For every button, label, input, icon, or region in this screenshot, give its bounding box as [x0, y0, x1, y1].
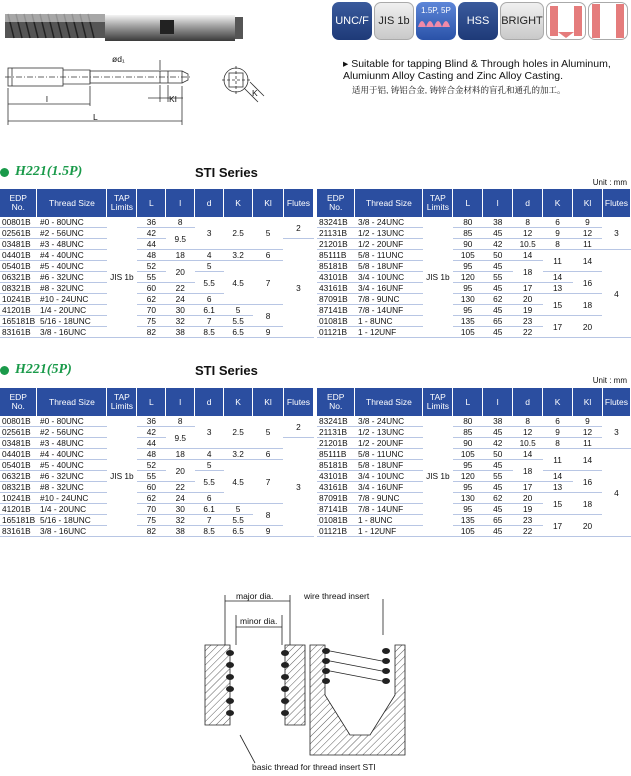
- col-K: K: [224, 388, 253, 416]
- table-row: 85111B 5/8 - 11UNC 105 50 14 11 14 4: [317, 449, 631, 460]
- spec-table-right-2: [317, 388, 631, 537]
- col-thread-size: Thread Size: [355, 189, 423, 217]
- blind-hole-icon: [546, 2, 586, 40]
- table-body: [0, 416, 314, 537]
- spec-table-right-1: [317, 189, 631, 338]
- table-row: 85181B 5/8 - 18UNF 95 45 18: [317, 261, 631, 272]
- col-d: d: [195, 189, 224, 217]
- bullet-icon: [0, 168, 9, 177]
- table-row: 01121B 1 - 12UNF 105 45 22: [317, 327, 631, 338]
- col-thread-size: Thread Size: [37, 388, 107, 416]
- section-heading-1: [0, 164, 258, 180]
- table-row: 03481B #3 - 48UNC 44 3: [0, 239, 314, 250]
- col-edp: EDP No.: [317, 388, 355, 416]
- col-tap-limits: TAP Limits: [423, 189, 453, 217]
- table-row: 43101B 3/4 - 10UNC 120 55 14 16: [317, 471, 631, 482]
- table-row: 83241B 3/8 - 24UNC JIS 1b 80 38 8 6 9 3: [317, 217, 631, 228]
- K-label: K: [252, 88, 258, 98]
- table-row: 87141B 7/8 - 14UNF 95 45 19: [317, 504, 631, 515]
- d1-label: ød₁: [112, 54, 125, 64]
- application-description: [343, 58, 628, 96]
- badge-tap-limit: JIS 1b: [374, 2, 414, 40]
- table-row: 05401B #5 - 40UNC 52 20 5 4.5 7: [0, 460, 314, 471]
- col-edp: EDP No.: [0, 388, 37, 416]
- table-row: 06321B #6 - 32UNC 55 5.5: [0, 272, 314, 283]
- KI-label: KI: [169, 94, 178, 104]
- table-row: 01081B 1 - 8UNC 135 65 23 17 20: [317, 515, 631, 526]
- badge-pitch-label: 1.5P, 5P: [421, 6, 451, 15]
- table-row: 85181B 5/8 - 18UNF 95 45 18: [317, 460, 631, 471]
- unit-label: Unit : mm: [592, 376, 627, 385]
- col-flutes: Flutes: [283, 388, 313, 416]
- section-heading-2: [0, 362, 258, 378]
- col-tap-limits: TAP Limits: [423, 388, 453, 416]
- table-row: 21131B 1/2 - 13UNC 85 45 12 9 12: [317, 228, 631, 239]
- table-row: 01121B 1 - 12UNF 105 45 22: [317, 526, 631, 537]
- table-row: 03481B #3 - 48UNC 44 3: [0, 438, 314, 449]
- table-row: 01081B 1 - 8UNC 135 65 23 17 20: [317, 316, 631, 327]
- bullet-icon: [0, 366, 9, 375]
- L-label: L: [93, 112, 98, 122]
- col-Kl: Kl: [573, 388, 603, 416]
- col-Kl: Kl: [253, 388, 284, 416]
- thread-wave-icon: [418, 15, 454, 27]
- table-row: 43161B 3/4 - 16UNF 95 45 17 13: [317, 482, 631, 493]
- col-thread-size: Thread Size: [37, 189, 107, 217]
- col-K: K: [543, 388, 573, 416]
- col-edp: EDP No.: [0, 189, 37, 217]
- table-body: [317, 416, 631, 537]
- table-row: 04401B #4 - 40UNC 48 18 4 3.2 6: [0, 250, 314, 261]
- table-row: 06321B #6 - 32UNC 55 5.5: [0, 471, 314, 482]
- table-row: 87141B 7/8 - 14UNF 95 45 19: [317, 305, 631, 316]
- table-row: 165181B 5/16 - 18UNC 75 32 7 5.5: [0, 316, 314, 327]
- description-chinese: 适用于铝, 铸铝合金, 铸锌合金材料的盲孔和通孔的加工。: [352, 85, 566, 95]
- spec-table-left-1: [0, 189, 314, 338]
- badge-pitch: [416, 2, 456, 40]
- unit-label: Unit : mm: [592, 178, 627, 187]
- col-flutes: Flutes: [283, 189, 313, 217]
- table-row: 41201B 1/4 - 20UNC 70 30 6.1 5 8: [0, 504, 314, 515]
- col-d: d: [513, 388, 543, 416]
- tap-dimension-drawing: [5, 60, 192, 125]
- table-row: 21201B 1/2 - 20UNF 90 42 10.5 8 11: [317, 438, 631, 449]
- spec-table-left-2: [0, 388, 314, 537]
- table-row: 02561B #2 - 56UNC 42 9.5: [0, 228, 314, 239]
- col-d: d: [513, 189, 543, 217]
- badge-finish: BRIGHT: [500, 2, 544, 40]
- table-row: 165181B 5/16 - 18UNC 75 32 7 5.5: [0, 515, 314, 526]
- table-row: 08321B #8 - 32UNC 60 22: [0, 482, 314, 493]
- table-row: 21201B 1/2 - 20UNF 90 42 10.5 8 11: [317, 239, 631, 250]
- table-row: 83241B 3/8 - 24UNC JIS 1b 80 38 8 6 9 3: [317, 416, 631, 427]
- col-l: l: [166, 189, 195, 217]
- table-row: 87091B 7/8 - 9UNC 130 62 20 15 18: [317, 493, 631, 504]
- diagram-caption: basic thread for thread insert STI: [252, 762, 376, 772]
- major-dia-label: major dia.: [236, 591, 274, 601]
- col-Kl: Kl: [253, 189, 284, 217]
- col-tap-limits: TAP Limits: [107, 388, 137, 416]
- col-L: L: [453, 189, 483, 217]
- col-L: L: [137, 189, 166, 217]
- l-label: l: [46, 94, 48, 104]
- table-row: 00801B #0 - 80UNC JIS 1b 36 8 3 2.5 5 2: [0, 217, 314, 228]
- badge-material: HSS: [458, 2, 498, 40]
- table-row: 21131B 1/2 - 13UNC 85 45 12 9 12: [317, 427, 631, 438]
- model-name: H221(1.5P): [15, 164, 83, 179]
- model-name: H221(5P): [15, 362, 72, 377]
- table-row: 10241B #10 - 24UNC 62 24 6: [0, 294, 314, 305]
- col-L: L: [137, 388, 166, 416]
- table-row: 87091B 7/8 - 9UNC 130 62 20 15 18: [317, 294, 631, 305]
- table-row: 83161B 3/8 - 16UNC 82 38 8.5 6.5 9: [0, 327, 314, 338]
- table-row: 00801B #0 - 80UNC JIS 1b 36 8 3 2.5 5 2: [0, 416, 314, 427]
- table-row: 85111B 5/8 - 11UNC 105 50 14 11 14 4: [317, 250, 631, 261]
- col-tap-limits: TAP Limits: [107, 189, 137, 217]
- series-name: STI Series: [195, 164, 258, 180]
- col-d: d: [195, 388, 224, 416]
- tap-photo: [5, 14, 243, 41]
- col-K: K: [543, 189, 573, 217]
- table-row: 10241B #10 - 24UNC 62 24 6: [0, 493, 314, 504]
- table-row: 41201B 1/4 - 20UNC 70 30 6.1 5 8: [0, 305, 314, 316]
- table-row: 83161B 3/8 - 16UNC 82 38 8.5 6.5 9: [0, 526, 314, 537]
- col-l: l: [483, 388, 513, 416]
- minor-dia-label: minor dia.: [240, 616, 278, 626]
- series-name: STI Series: [195, 362, 258, 378]
- col-thread-size: Thread Size: [355, 388, 423, 416]
- col-flutes: Flutes: [602, 189, 630, 217]
- through-hole-icon: [588, 2, 628, 40]
- table-body: [0, 217, 314, 338]
- table-row: 05401B #5 - 40UNC 52 20 5 4.5 7: [0, 261, 314, 272]
- table-row: 08321B #8 - 32UNC 60 22: [0, 283, 314, 294]
- table-row: 43161B 3/4 - 16UNF 95 45 17 13: [317, 283, 631, 294]
- col-K: K: [224, 189, 253, 217]
- tap-drawing: [0, 0, 300, 135]
- col-l: l: [483, 189, 513, 217]
- table-body: [317, 217, 631, 338]
- col-Kl: Kl: [573, 189, 603, 217]
- thread-insert-diagram: [200, 585, 410, 765]
- table-row: 43101B 3/4 - 10UNC 120 55 14 16: [317, 272, 631, 283]
- table-row: 02561B #2 - 56UNC 42 9.5: [0, 427, 314, 438]
- col-L: L: [453, 388, 483, 416]
- table-row: 04401B #4 - 40UNC 48 18 4 3.2 6: [0, 449, 314, 460]
- col-flutes: Flutes: [602, 388, 630, 416]
- wire-insert-label: wire thread insert: [304, 591, 370, 601]
- description-english: ▸ Suitable for tapping Blind & Through holes in Aluminum, Alumiunm Alloy Casting and Zinc Alloy Casting.: [343, 58, 611, 82]
- badge-thread-standard: UNC/F: [332, 2, 372, 40]
- col-edp: EDP No.: [317, 189, 355, 217]
- col-l: l: [166, 388, 195, 416]
